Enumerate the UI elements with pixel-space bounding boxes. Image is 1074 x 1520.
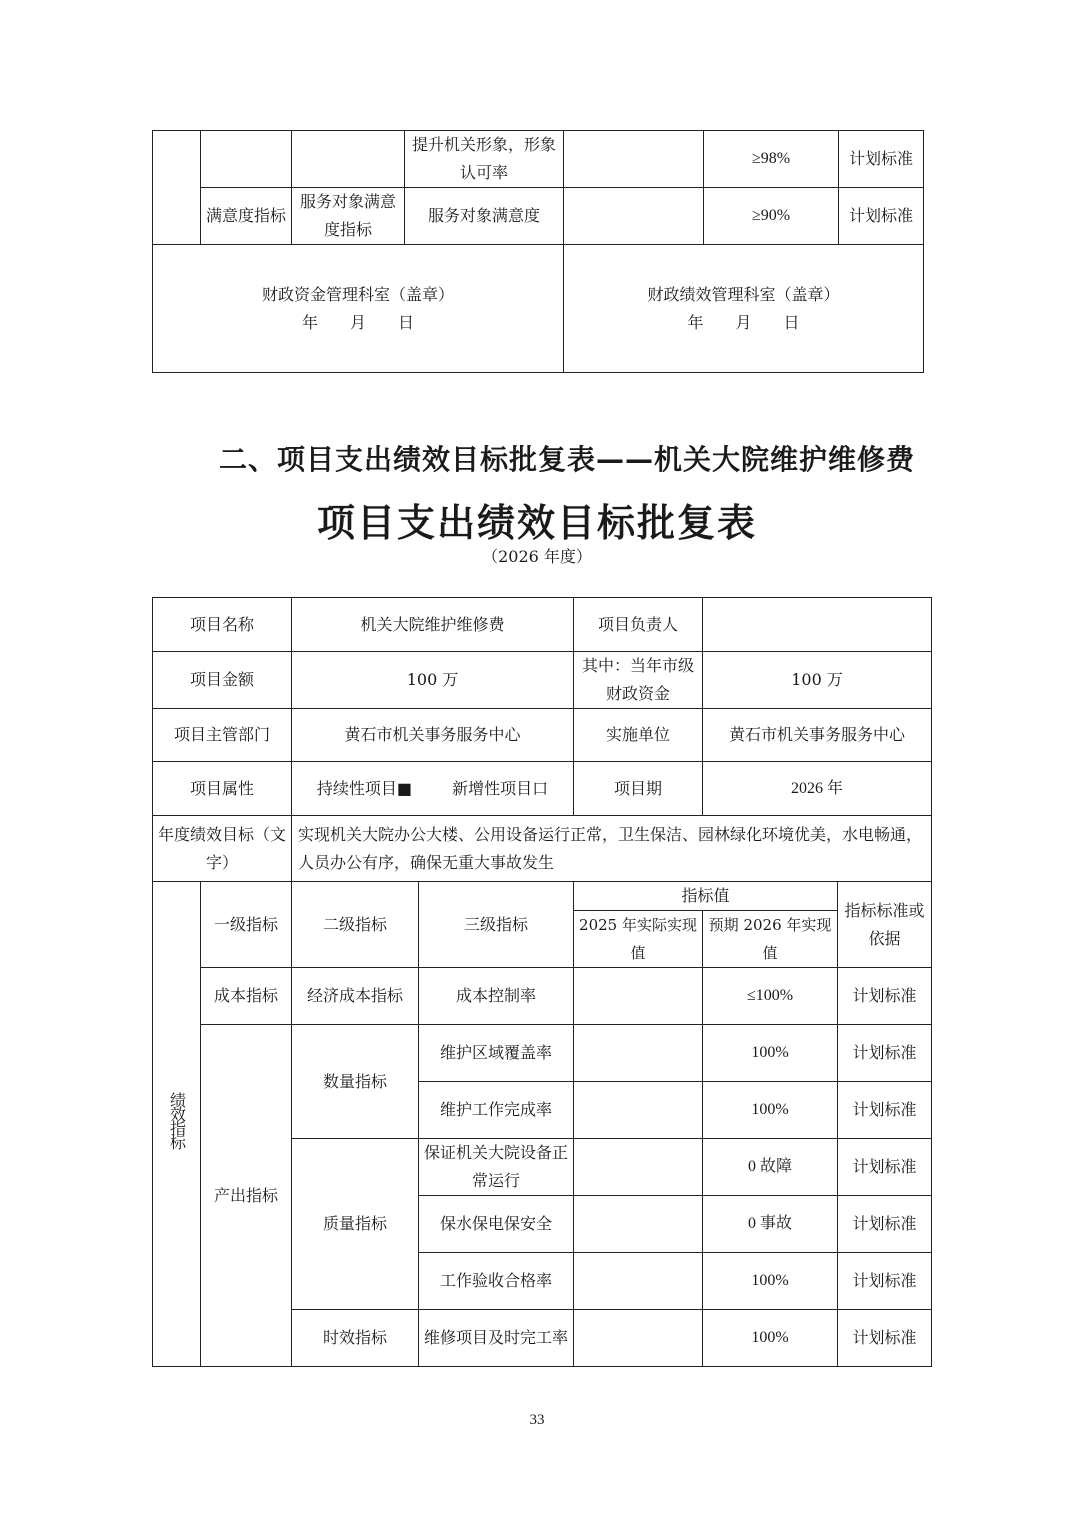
dept-label: 项目主管部门 <box>153 709 292 762</box>
header-level3: 三级指标 <box>419 882 574 968</box>
header-basis: 指标标准或依据 <box>838 882 932 968</box>
target-cell: 100% <box>703 1082 838 1139</box>
city-fund-label: 其中：当年市级财政资金 <box>574 652 703 709</box>
table-row <box>153 968 932 1025</box>
seal-right-date: 年 月 日 <box>687 312 800 332</box>
actual-2025-cell <box>574 1139 703 1196</box>
actual-2025-cell <box>564 131 704 188</box>
target-cell: 100% <box>703 1025 838 1082</box>
basis-cell: 计划标准 <box>839 131 924 188</box>
seal-left-dept: 财政资金管理科室（盖章） <box>261 284 454 304</box>
header-level1: 一级指标 <box>201 882 292 968</box>
project-info-table <box>152 597 932 1367</box>
indicator-header-row <box>153 882 932 911</box>
table-row <box>153 131 924 188</box>
side-label-cell <box>153 131 201 245</box>
basis-cell: 计划标准 <box>838 1025 932 1082</box>
target-cell: ≥98% <box>704 131 839 188</box>
form-title: 项目支出绩效目标批复表 <box>316 501 757 545</box>
actual-2025-cell <box>574 1196 703 1253</box>
period-value: 2026 年 <box>703 762 932 816</box>
basis-cell: 计划标准 <box>838 1253 932 1310</box>
target-cell: ≤100% <box>703 968 838 1025</box>
level3-cell: 提升机关形象，形象认可率 <box>405 131 564 188</box>
level3-cell: 维修项目及时完工率 <box>419 1310 574 1367</box>
seal-row <box>153 245 924 373</box>
seal-left-cell <box>153 245 564 373</box>
impl-value: 黄石市机关事务服务中心 <box>703 709 932 762</box>
basis-cell: 计划标准 <box>838 1139 932 1196</box>
seal-left-date: 年 月 日 <box>301 312 414 332</box>
level3-cell: 保水保电保安全 <box>419 1196 574 1253</box>
target-cell: 100% <box>703 1310 838 1367</box>
attr-continuing-checkbox: 持续性项目■ <box>316 778 412 798</box>
basis-cell: 计划标准 <box>838 1082 932 1139</box>
header-level2: 二级指标 <box>292 882 419 968</box>
owner-value <box>703 598 932 652</box>
amount-value: 100 万 <box>292 652 574 709</box>
target-cell: ≥90% <box>704 188 839 245</box>
table-row <box>153 598 932 652</box>
level1-cell: 满意度指标 <box>201 188 292 245</box>
table-row <box>153 188 924 245</box>
owner-label: 项目负责人 <box>574 598 703 652</box>
amount-label: 项目金额 <box>153 652 292 709</box>
continued-indicator-table <box>152 130 924 373</box>
actual-2025-cell <box>564 188 704 245</box>
attr-new-checkbox: 新增性项目口 <box>452 778 549 798</box>
basis-cell: 计划标准 <box>838 1310 932 1367</box>
period-label: 项目期 <box>574 762 703 816</box>
header-value: 指标值 <box>574 882 838 911</box>
level2-cell: 数量指标 <box>292 1025 419 1139</box>
form-year: （2026 年度） <box>482 547 592 566</box>
actual-2025-cell <box>574 1310 703 1367</box>
side-label: 绩效指标 <box>167 1091 187 1148</box>
level1-cell: 成本指标 <box>201 968 292 1025</box>
table-row <box>153 762 932 816</box>
target-cell: 100% <box>703 1253 838 1310</box>
table-row <box>153 816 932 882</box>
level3-cell: 保证机关大院设备正常运行 <box>419 1139 574 1196</box>
basis-cell: 计划标准 <box>839 188 924 245</box>
name-label: 项目名称 <box>153 598 292 652</box>
seal-right-dept: 财政绩效管理科室（盖章） <box>647 284 840 304</box>
table-row <box>153 1025 932 1082</box>
section-heading: 二、项目支出绩效目标批复表——机关大院维护维修费 <box>218 443 915 476</box>
basis-cell: 计划标准 <box>838 968 932 1025</box>
level3-cell: 成本控制率 <box>419 968 574 1025</box>
impl-label: 实施单位 <box>574 709 703 762</box>
page-number: 33 <box>529 1412 545 1428</box>
level3-cell: 工作验收合格率 <box>419 1253 574 1310</box>
level1-cell: 产出指标 <box>201 1025 292 1367</box>
attr-value <box>292 762 574 816</box>
dept-value: 黄石市机关事务服务中心 <box>292 709 574 762</box>
actual-2025-cell <box>574 1082 703 1139</box>
basis-cell: 计划标准 <box>838 1196 932 1253</box>
target-cell: 0 故障 <box>703 1139 838 1196</box>
side-label-cell <box>153 882 201 1367</box>
actual-2025-cell <box>574 968 703 1025</box>
level2-cell: 时效指标 <box>292 1310 419 1367</box>
seal-right-cell <box>564 245 924 373</box>
level3-cell: 维护工作完成率 <box>419 1082 574 1139</box>
level2-cell: 质量指标 <box>292 1139 419 1310</box>
level3-cell: 维护区域覆盖率 <box>419 1025 574 1082</box>
actual-2025-cell <box>574 1025 703 1082</box>
name-value: 机关大院维护维修费 <box>292 598 574 652</box>
attr-label: 项目属性 <box>153 762 292 816</box>
goal-value: 实现机关大院办公大楼、公用设备运行正常，卫生保洁、园林绿化环境优美，水电畅通，人员办公有序，确保无重大事故发生 <box>292 816 932 882</box>
table-row <box>153 652 932 709</box>
goal-label: 年度绩效目标（文字） <box>153 816 292 882</box>
header-expected-2026: 预期 2026 年实现值 <box>703 911 838 968</box>
level1-cell <box>201 131 292 188</box>
city-fund-value: 100 万 <box>703 652 932 709</box>
header-actual-2025: 2025 年实际实现值 <box>574 911 703 968</box>
level2-cell: 服务对象满意度指标 <box>292 188 405 245</box>
level2-cell: 经济成本指标 <box>292 968 419 1025</box>
level2-cell <box>292 131 405 188</box>
actual-2025-cell <box>574 1253 703 1310</box>
table-row <box>153 709 932 762</box>
target-cell: 0 事故 <box>703 1196 838 1253</box>
level3-cell: 服务对象满意度 <box>405 188 564 245</box>
